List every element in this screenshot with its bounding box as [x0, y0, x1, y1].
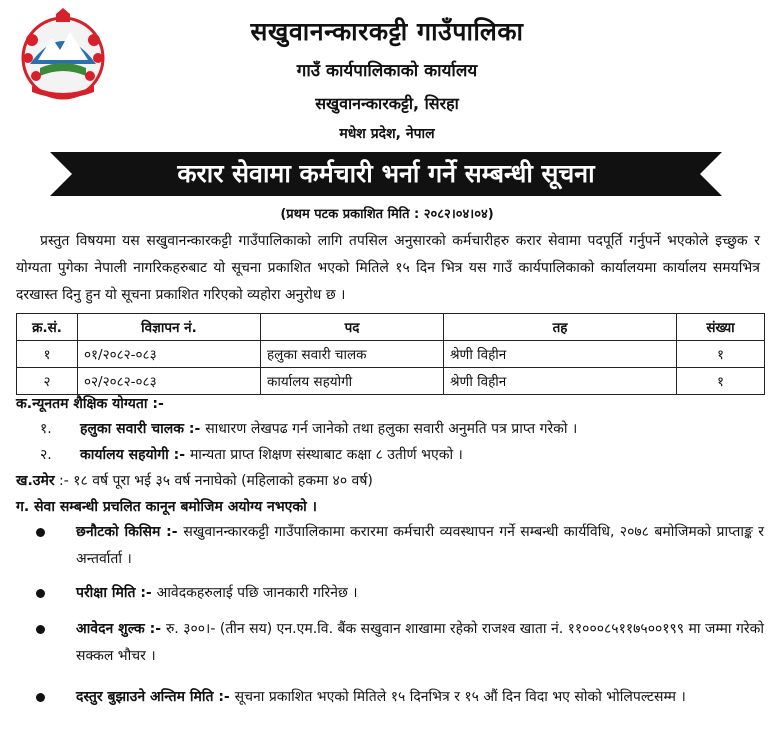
- cell-adv-no: ०१/२०८२-०८३: [78, 341, 261, 368]
- item-text: मान्यता प्राप्त शिक्षण संस्थाबाट कक्षा ८ उतीर्ण भएको ।: [189, 447, 463, 463]
- bullet-item: [36, 616, 764, 670]
- intro-paragraph: प्रस्तुत विषयमा यस सखुवानन्कारकट्टी गाउँपालिकाको लागि तपसिल अनुसारको कर्मचारीहरु करार सेवामा पदपूर्ति गर्नुपर्ने भएकोले इच्छुक र योग्यता पुगेका नेपाली नागरिकहरुबाट यो सूचना प्रकाशित भएको मितिले १५ दिन भित्र यस गाउँ कार्यपालिकाको कार्यालयमा कार्यालय समयभित्र दरखास्त दिनु हुन यो सूचना प्रकाशित गरिएको व्यहोरा अनुरोध छ ।: [16, 233, 760, 303]
- bullet-sep: :-: [144, 621, 166, 637]
- bullet-item: [36, 580, 764, 607]
- bullet-sep: :-: [213, 689, 235, 705]
- bullet-icon: [36, 589, 45, 598]
- bullet-item: [36, 519, 764, 573]
- bullet-sep: :-: [135, 585, 157, 601]
- bullet-text: आवेदकहरुलाई पछि जानकारी गरिनेछ ।: [156, 585, 358, 601]
- table-row: [17, 341, 765, 368]
- municipality-name: सखुवानन्कारकट्टी गाउँपालिका: [250, 17, 524, 46]
- age-text: :- १८ वर्ष पूरा भई ३५ वर्ष ननाघेको (महिलाको हकमा ४० वर्ष): [54, 473, 373, 489]
- qualification-heading: क.न्यूनतम शैक्षिक योग्यता :-: [16, 396, 164, 412]
- cell-count: १: [677, 341, 765, 368]
- age-requirement: [16, 471, 373, 490]
- item-sep: :-: [168, 447, 190, 463]
- office-name: गाउँ कार्यपालिकाको कार्यालय: [296, 61, 478, 81]
- col-header-adv-no: विज्ञापन नं.: [78, 314, 261, 341]
- bullet-label: परीक्षा मिति: [76, 585, 136, 601]
- item-label: कार्यालय सहयोगी: [80, 447, 169, 463]
- bullet-text: सूचना प्रकाशित भएको मितिले १५ दिनभित्र र १५ औं दिन विदा भए सोको भोलिपल्टसम्म ।: [234, 689, 686, 705]
- bullet-label: छनौटको किसिम: [76, 524, 161, 540]
- item-number: २.: [40, 447, 52, 463]
- bullet-icon: [36, 625, 45, 634]
- notice-title: करार सेवामा कर्मचारी भर्ना गर्ने सम्बन्धी सूचना: [177, 159, 595, 188]
- cell-sn: १: [17, 341, 78, 368]
- qualification-item: [40, 419, 760, 438]
- qualification-item: [40, 445, 760, 464]
- col-header-count: संख्या: [677, 314, 765, 341]
- publication-date: (प्रथम पटक प्रकाशित मिति : २०८२।०४।०४): [280, 207, 494, 222]
- vacancy-table: [16, 313, 765, 395]
- item-sep: :-: [184, 421, 206, 437]
- item-number: १.: [40, 421, 52, 437]
- cell-post: हलुका सवारी चालक: [261, 341, 444, 368]
- cell-post: कार्यालय सहयोगी: [261, 368, 444, 395]
- bullet-icon: [36, 528, 45, 537]
- cell-sn: २: [17, 368, 78, 395]
- bullet-sep: :-: [160, 524, 184, 540]
- cell-adv-no: ०२/२०८२-०८३: [78, 368, 261, 395]
- table-header-row: [17, 314, 765, 341]
- table-row: [17, 368, 765, 395]
- col-header-sn: क्र.सं.: [17, 314, 78, 341]
- bullet-icon: [36, 693, 45, 702]
- item-label: हलुका सवारी चालक: [80, 421, 185, 437]
- bullet-item: [36, 684, 764, 711]
- col-header-level: तह: [444, 314, 677, 341]
- age-label: ख.उमेर: [16, 473, 55, 489]
- cell-level: श्रेणी विहीन: [444, 341, 677, 368]
- office-address: सखुवानन्कारकट्टी, सिरहा: [315, 94, 459, 113]
- section-g-heading: ग. सेवा सम्बन्धी प्रचलित कानून बमोजिम अयोग्य नभएको ।: [16, 499, 317, 515]
- bullet-label: दस्तुर बुझाउने अन्तिम मिति: [76, 689, 214, 705]
- cell-level: श्रेणी विहीन: [444, 368, 677, 395]
- bullet-label: आवेदन शुल्क: [76, 621, 145, 637]
- col-header-post: पद: [261, 314, 444, 341]
- province-country: मधेश प्रदेश, नेपाल: [339, 126, 435, 142]
- cell-count: १: [677, 368, 765, 395]
- notice-title-banner: [50, 152, 722, 196]
- item-text: साधारण लेखपढ गर्न जानेको तथा हलुका सवारी अनुमति पत्र प्राप्त गरेको ।: [205, 421, 578, 437]
- bullet-text: सखुवानन्कारकट्टी गाउँपालिकामा करारमा कर्मचारी व्यवस्थापन गर्ने सम्बन्धी कार्यविधि, २०७८ बमोजिमको प्राप्ताङ्क र अन्तर्वार्ता ।: [76, 524, 764, 567]
- bullet-text: रु. ३००।- (तीन सय) एन.एम.वि. बैंक सखुवान शाखामा रहेको राजश्व खाता नं. ११०००८५११७५००१९९ मा जम्मा गरेको सक्कल भौचर ।: [76, 621, 764, 664]
